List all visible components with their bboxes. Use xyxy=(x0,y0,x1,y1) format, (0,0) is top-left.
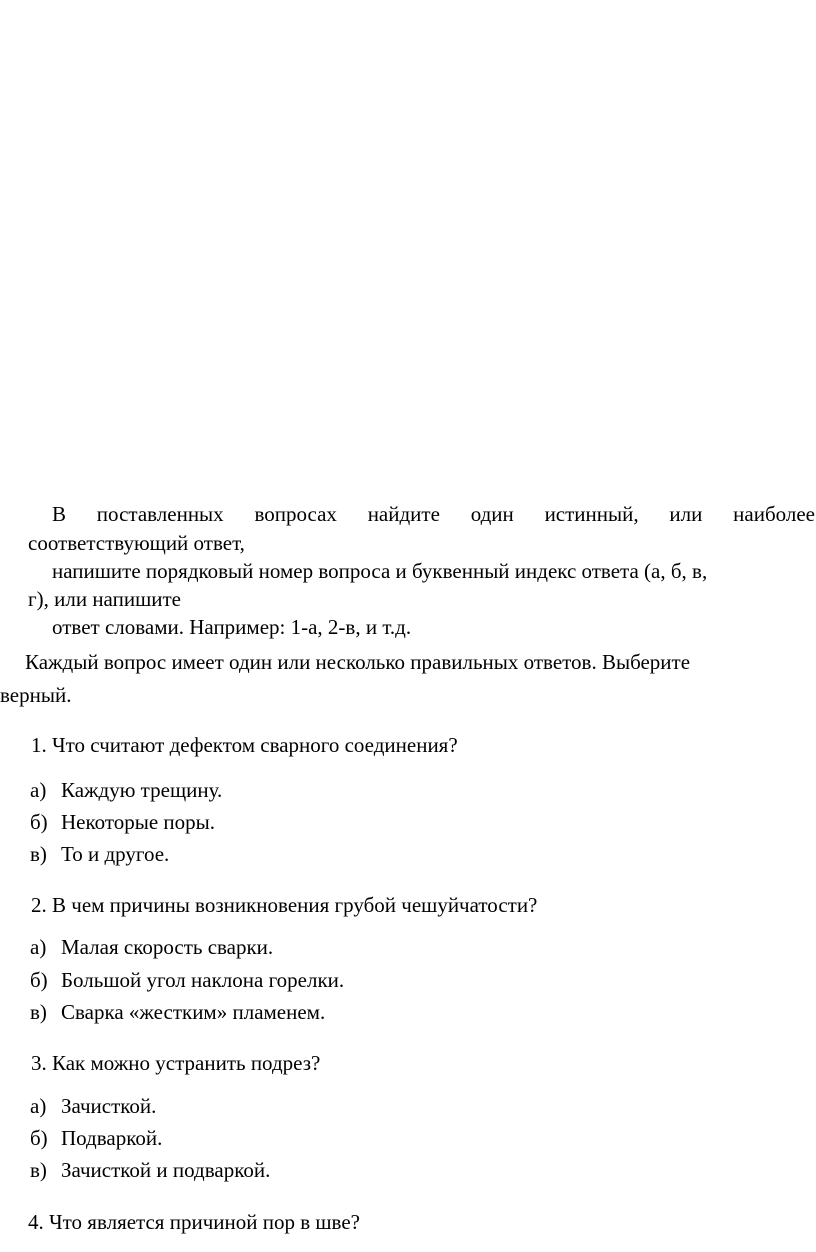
answer-3a xyxy=(30,1096,156,1117)
note-line-2: верный. xyxy=(0,683,72,707)
note-line-1: Каждый вопрос имеет один или несколько правильных ответов. Выберите xyxy=(25,650,691,674)
instruction-line-1: В поставленных вопросах найдите один истинный, или наиболее xyxy=(52,502,815,526)
question-1: 1. Что считают дефектом сварного соединения? xyxy=(31,733,458,757)
answer-2c xyxy=(30,1002,325,1023)
answer-1a xyxy=(30,780,222,801)
answer-letter: б) xyxy=(30,810,48,834)
answer-text: Зачисткой. xyxy=(61,1094,157,1118)
answer-letter: а) xyxy=(30,1094,47,1118)
answer-letter: в) xyxy=(30,1000,47,1024)
answer-text: Некоторые поры. xyxy=(61,810,216,834)
instruction-line-2: соответствующий ответ, xyxy=(28,531,245,555)
answer-3c xyxy=(30,1160,270,1181)
instruction-line-5: ответ словами. Например: 1-а, 2-в, и т.д. xyxy=(52,615,412,639)
answer-2b xyxy=(30,970,344,991)
answer-text: Зачисткой и подваркой. xyxy=(61,1158,271,1182)
answer-letter: в) xyxy=(30,1158,47,1182)
question-2: 2. В чем причины возникновения грубой чешуйчатости? xyxy=(31,893,538,917)
answer-text: То и другое. xyxy=(61,842,170,866)
question-4: 4. Что является причиной пор в шве? xyxy=(28,1210,360,1234)
answer-1c xyxy=(30,844,169,865)
answer-text: Большой угол наклона горелки. xyxy=(61,968,345,992)
answer-letter: б) xyxy=(30,968,48,992)
question-3: 3. Как можно устранить подрез? xyxy=(31,1051,321,1075)
answer-text: Сварка «жестким» пламенем. xyxy=(61,1000,326,1024)
answer-letter: а) xyxy=(30,935,47,959)
instruction-line-4: г), или напишите xyxy=(28,587,181,611)
answer-letter: в) xyxy=(30,842,47,866)
answer-letter: а) xyxy=(30,778,47,802)
instruction-line-3: напишите порядковый номер вопроса и буквенный индекс ответа (а, б, в, xyxy=(52,559,708,583)
answer-text: Каждую трещину. xyxy=(61,778,223,802)
answer-1b xyxy=(30,812,215,833)
answer-text: Подваркой. xyxy=(61,1126,163,1150)
answer-letter: б) xyxy=(30,1126,48,1150)
answer-3b xyxy=(30,1128,162,1149)
answer-2a xyxy=(30,937,273,958)
answer-text: Малая скорость сварки. xyxy=(61,935,274,959)
